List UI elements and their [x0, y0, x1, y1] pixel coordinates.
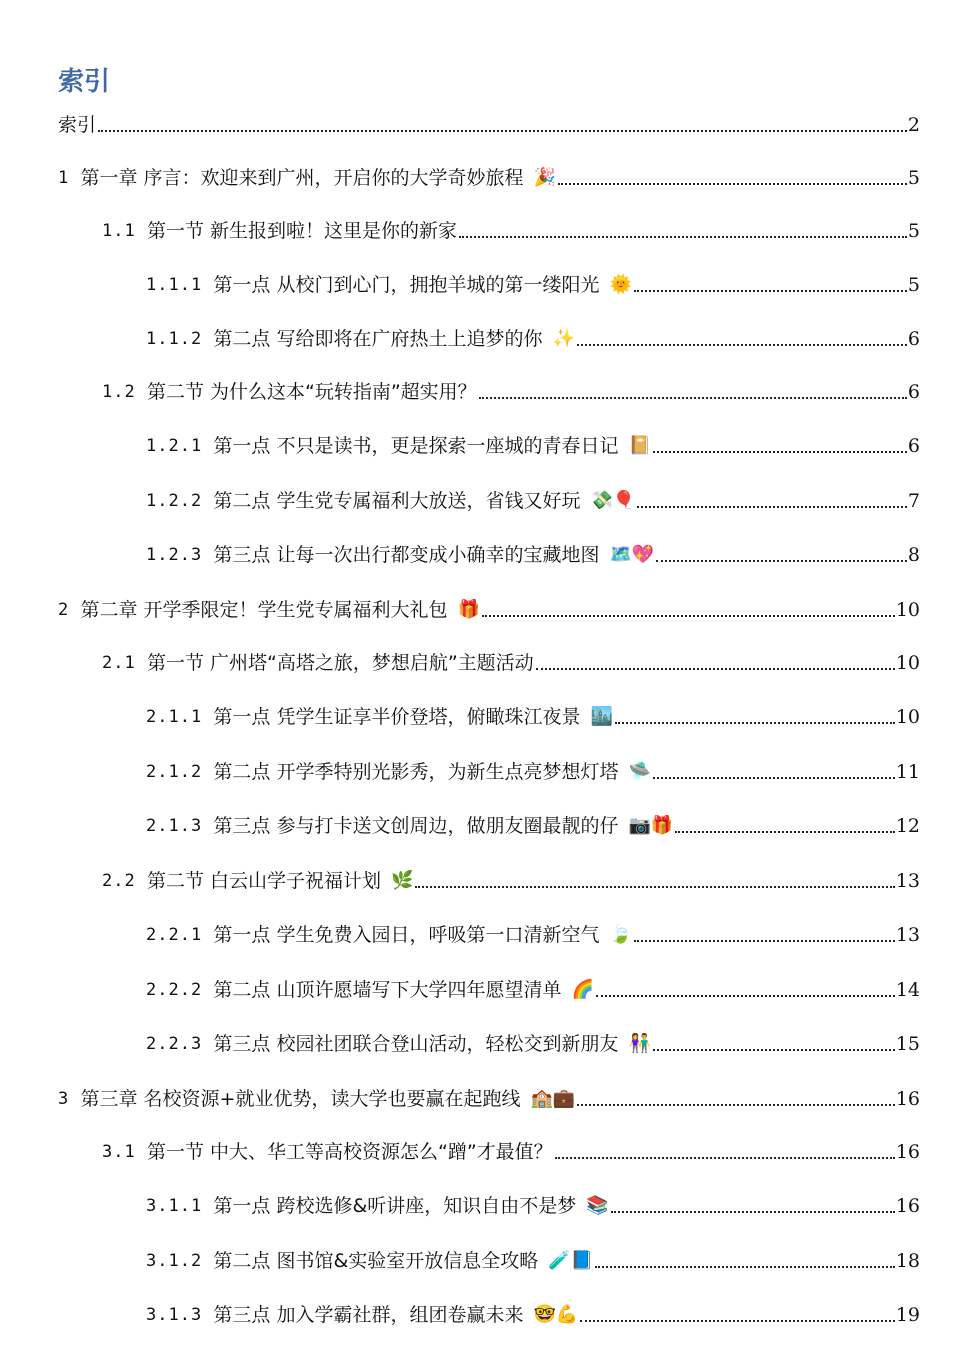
toc-entry[interactable]: [146, 323, 920, 353]
toc-entry-page: 7: [907, 490, 920, 512]
toc-entry-title: 第二点 图书馆&实验室开放信息全攻略: [213, 1250, 539, 1272]
toc-entry-page: 10: [895, 706, 920, 728]
toc-entry[interactable]: [58, 109, 920, 139]
test-tube-book-icon: 🧪📘: [548, 1250, 594, 1271]
herb-icon: 🌿: [391, 870, 414, 891]
toc-entry-number: 3: [58, 1089, 81, 1109]
toc-entry-page: 5: [907, 220, 920, 242]
dot-leader: [98, 129, 907, 132]
rainbow-icon: 🌈: [571, 979, 594, 1000]
dot-leader: [653, 1048, 895, 1051]
toc-entry[interactable]: [102, 865, 920, 895]
dot-leader: [637, 505, 907, 508]
toc-entry[interactable]: [146, 756, 920, 786]
toc-entry-title: 第三点 让每一次出行都变成小确幸的宝藏地图: [213, 544, 600, 566]
toc-entry[interactable]: [146, 430, 920, 460]
toc-entry-number: 2.2: [102, 871, 147, 891]
couple-icon: 👫: [628, 1033, 651, 1054]
dot-leader: [577, 1103, 895, 1106]
toc-entry-page: 13: [895, 924, 920, 946]
toc-entry-number: 1.2.1: [146, 436, 214, 456]
nerd-muscle-icon: 🤓💪: [533, 1304, 579, 1325]
toc-entry-number: 3.1.2: [146, 1251, 214, 1271]
toc-entry-page: 8: [907, 544, 920, 566]
cityscape-icon: 🏙️: [590, 706, 613, 727]
toc-entry[interactable]: [58, 162, 920, 192]
toc-entry-number: 2.1.1: [146, 707, 214, 727]
toc-entry[interactable]: [146, 1299, 920, 1329]
toc-entry[interactable]: [102, 376, 920, 406]
toc-entry[interactable]: [58, 1083, 920, 1113]
dot-leader: [459, 235, 907, 238]
toc-entry-number: 3.1: [102, 1142, 147, 1162]
toc-entry-page: 5: [907, 167, 920, 189]
toc-entry-page: 18: [895, 1250, 920, 1272]
camera-gift-icon: 📷🎁: [628, 815, 674, 836]
dot-leader: [656, 559, 907, 562]
toc-entry-title: 第二点 开学季特别光影秀，为新生点亮梦想灯塔: [213, 761, 619, 783]
toc-entry-title: 第二章 开学季限定！学生党专属福利大礼包: [80, 599, 448, 621]
toc-entry-page: 12: [895, 815, 920, 837]
party-popper-icon: 🎉: [533, 167, 556, 188]
dot-leader: [482, 614, 895, 617]
sun-icon: 🌞: [609, 274, 632, 295]
toc-entry-title: 第三点 校园社团联合登山活动，轻松交到新朋友: [213, 1033, 619, 1055]
toc-entry[interactable]: [102, 215, 920, 245]
dot-leader: [580, 1319, 895, 1322]
toc-entry-number: 2.2.1: [146, 925, 214, 945]
toc-entry-title: 第三点 加入学霸社群，组团卷赢未来: [213, 1304, 524, 1326]
toc-entry-page: 2: [907, 114, 920, 136]
toc-entry[interactable]: [58, 594, 920, 624]
toc-entry-page: 16: [895, 1088, 920, 1110]
dot-leader: [555, 1156, 895, 1159]
sparkles-icon: ✨: [552, 328, 575, 349]
toc-entry-title: 第一节 新生报到啦！这里是你的新家: [146, 220, 457, 242]
toc-entry-title: 第一章 序言：欢迎来到广州，开启你的大学奇妙旅程: [80, 167, 524, 189]
toc-entry-number: 2.1.3: [146, 816, 214, 836]
toc-entry-number: 1.1: [102, 221, 147, 241]
toc-entry[interactable]: [146, 1190, 920, 1220]
toc-entry-page: 6: [907, 381, 920, 403]
notebook-icon: 📔: [628, 435, 651, 456]
toc-entry-number: 2: [58, 600, 81, 620]
leaf-icon: 🍃: [609, 924, 632, 945]
toc-entry-page: 19: [895, 1304, 920, 1326]
toc-entry-number: 1.1.2: [146, 329, 214, 349]
toc-entry-number: 1.2: [102, 382, 147, 402]
toc-entry[interactable]: [146, 269, 920, 299]
dot-leader: [536, 667, 895, 670]
toc-entry-number: 1.2.2: [146, 491, 214, 511]
toc-entry[interactable]: [146, 1028, 920, 1058]
toc-entry-page: 10: [895, 599, 920, 621]
toc-entry-title: 第一节 中大、华工等高校资源怎么“蹭”才最值？: [146, 1141, 553, 1163]
toc-entry-page: 15: [895, 1033, 920, 1055]
toc-entry-title: 第一点 凭学生证享半价登塔，俯瞰珠江夜景: [213, 706, 581, 728]
gift-icon: 🎁: [457, 599, 480, 620]
dot-leader: [595, 1265, 895, 1268]
dot-leader: [558, 182, 907, 185]
toc-entry-page: 5: [907, 274, 920, 296]
toc-entry[interactable]: [146, 810, 920, 840]
dot-leader: [653, 776, 895, 779]
toc-entry-title: 第二点 写给即将在广府热土上追梦的你: [213, 328, 543, 350]
toc-entry-title: 第一点 从校门到心门，拥抱羊城的第一缕阳光: [213, 274, 600, 296]
toc-entry-title: 第一点 不只是读书，更是探索一座城的青春日记: [213, 435, 619, 457]
toc-entry-title: 第二节 白云山学子祝福计划: [146, 870, 381, 892]
dot-leader: [577, 343, 907, 346]
toc-entry[interactable]: [146, 974, 920, 1004]
books-icon: 📚: [586, 1195, 609, 1216]
toc-entry[interactable]: [146, 539, 920, 569]
map-heart-icon: 🗺️💖: [609, 544, 655, 565]
toc-entry[interactable]: [146, 485, 920, 515]
toc-entry-number: 1: [58, 168, 81, 188]
toc-entry-number: 1.2.3: [146, 545, 214, 565]
toc-entry-title: 第一点 跨校选修&听讲座，知识自由不是梦: [213, 1195, 577, 1217]
dot-leader: [611, 1210, 895, 1213]
dot-leader: [615, 721, 895, 724]
toc-entry[interactable]: [102, 647, 920, 677]
money-balloon-icon: 💸🎈: [590, 490, 636, 511]
toc-entry-number: 3.1.3: [146, 1305, 214, 1325]
dot-leader: [653, 450, 907, 453]
toc-entry-title: 第二点 山顶许愿墙写下大学四年愿望清单: [213, 979, 562, 1001]
page-title: 索引: [58, 67, 111, 97]
dot-leader: [479, 396, 907, 399]
toc-entry[interactable]: [146, 919, 920, 949]
ufo-icon: 🛸: [628, 761, 651, 782]
toc-entry-title: 第三点 参与打卡送文创周边，做朋友圈最靓的仔: [213, 815, 619, 837]
toc-entry-page: 14: [895, 979, 920, 1001]
dot-leader: [634, 939, 895, 942]
toc-entry[interactable]: [146, 701, 920, 731]
toc-entry-title: 第三章 名校资源+就业优势，读大学也要赢在起跑线: [80, 1088, 521, 1110]
toc-entry-page: 6: [907, 435, 920, 457]
toc-entry-number: 2.2.2: [146, 980, 214, 1000]
toc-entry[interactable]: [146, 1245, 920, 1275]
toc-entry-page: 6: [907, 328, 920, 350]
dot-leader: [415, 885, 894, 888]
toc-entry-number: 2.2.3: [146, 1034, 214, 1054]
toc-entry-number: 2.1: [102, 653, 147, 673]
toc-entry-title: 第一节 广州塔“高塔之旅，梦想启航”主题活动: [146, 652, 534, 674]
toc-entry-page: 16: [895, 1195, 920, 1217]
school-briefcase-icon: 🏫💼: [530, 1088, 576, 1109]
toc-entry-page: 10: [895, 652, 920, 674]
toc-entry[interactable]: [102, 1136, 920, 1166]
toc-entry-title: 第一点 学生免费入园日，呼吸第一口清新空气: [213, 924, 600, 946]
dot-leader: [634, 289, 907, 292]
dot-leader: [675, 830, 895, 833]
toc-entry-title: 索引: [58, 114, 97, 136]
toc-entry-page: 16: [895, 1141, 920, 1163]
toc-entry-title: 第二节 为什么这本“玩转指南”超实用？: [146, 381, 477, 403]
toc-entry-number: 3.1.1: [146, 1196, 214, 1216]
toc-entry-number: 1.1.1: [146, 275, 214, 295]
toc-entry-page: 11: [895, 761, 920, 783]
toc-entry-number: 2.1.2: [146, 762, 214, 782]
dot-leader: [596, 994, 895, 997]
toc-entry-page: 13: [895, 870, 920, 892]
toc-entry-title: 第二点 学生党专属福利大放送，省钱又好玩: [213, 490, 581, 512]
